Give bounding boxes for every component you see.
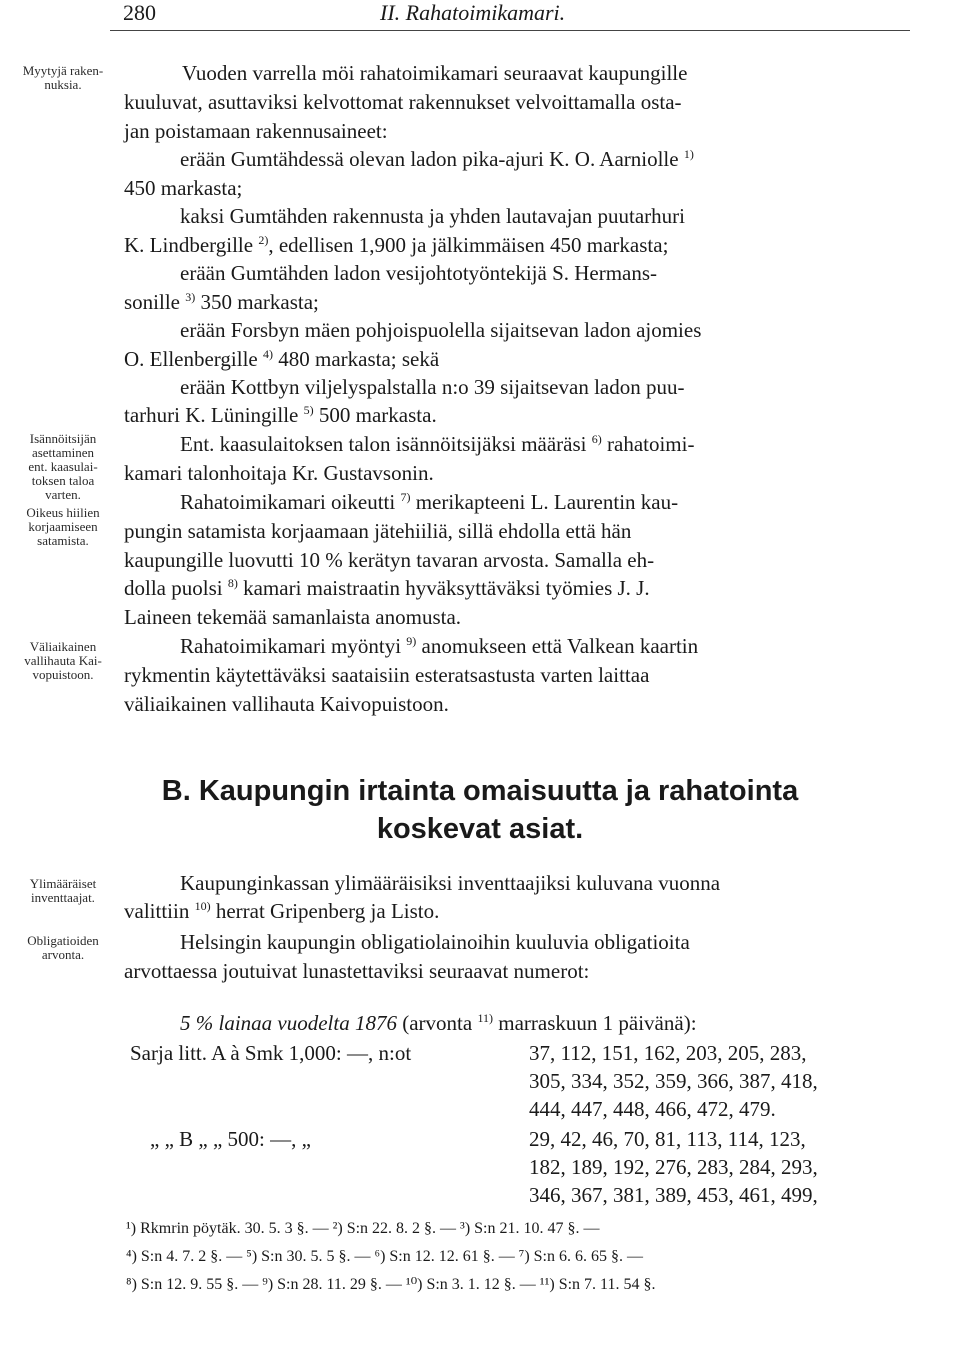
text-line: valittiin $^{10)}$ herrat Gripenberg ja Listo. — [124, 899, 440, 923]
margin-note-bonds: Obligatioiden arvonta. — [27, 933, 99, 962]
margin-note-moat: Väliaikainen vallihauta Kai- vopuistoon. — [24, 639, 102, 682]
margin-note-manager: Isännöitsijän asettaminen ent. kaasulai- toksen taloa varten. — [28, 431, 98, 502]
text-line: Vuoden varrella möi rahatoimikamari seuraavat kaupungille — [182, 61, 688, 85]
number-list: 444, 447, 448, 466, 472, 479. — [529, 1097, 776, 1121]
section-heading: B. Kaupungin irtainta omaisuutta ja rahatointa — [161, 775, 799, 807]
margin-note-coal: Oikeus hiilien korjaamiseen satamista. — [26, 505, 100, 548]
text-line: pungin satamista korjaamaan jätehiiliä, sillä ehdolla että hän — [124, 519, 632, 543]
text-line: sonille $^{3)}$ 350 markasta; — [124, 290, 319, 314]
text-line: Ent. kaasulaitoksen talon isännöitsijäksi määräsi $^{6)}$ rahatoimi- — [180, 432, 695, 456]
text-line: Rahatoimikamari oikeutti $^{7)}$ merikapteeni L. Laurentin kau- — [180, 490, 679, 514]
text-line: rykmentin käytettäväksi saataisiin esteratsastusta varten laittaa — [124, 663, 650, 687]
text-line: jan poistamaan rakennusaineet: — [124, 119, 388, 143]
number-list: 346, 367, 381, 389, 453, 461, 499, — [529, 1183, 818, 1207]
page-number: 280 — [123, 0, 156, 25]
series-a-label: Sarja litt. A à Smk 1,000: —, n:ot — [130, 1041, 412, 1065]
series-b-label: „ „ B „ „ 500: —, „ — [150, 1127, 311, 1151]
number-list: 305, 334, 352, 359, 366, 387, 418, — [529, 1069, 818, 1093]
text-line: väliaikainen vallihauta Kaivopuistoon. — [124, 692, 449, 716]
section-heading: koskevat asiat. — [376, 813, 584, 845]
text-line: arvottaessa joutuivat lunastettaviksi seuraavat numerot: — [124, 959, 590, 983]
footnote-line: ⁴) S:n 4. 7. 2 §. — ⁵) S:n 30. 5. 5 §. — ⁶) S:n 12. 12. 61 §. — ⁷) S:n 6. 6. 65 §. — — [126, 1248, 643, 1265]
loan-heading: 5 % lainaa vuodelta 1876 (arvonta $^{11)}$ marraskuun 1 päivänä): — [180, 1011, 697, 1035]
text-line: erään Kottbyn viljelyspalstalla n:o 39 sijaitsevan ladon puu- — [180, 375, 685, 399]
text-line: erään Forsbyn mäen pohjoispuolella sijaitsevan ladon ajomies — [180, 318, 702, 342]
number-list: 37, 112, 151, 162, 203, 205, 283, — [529, 1041, 807, 1065]
text-line: dolla puolsi $^{8)}$ kamari maistraatin hyväksyttäväksi työmies J. J. — [124, 576, 650, 600]
text-line: kamari talonhoitaja Kr. Gustavsonin. — [124, 461, 434, 485]
text-line: 450 markasta; — [124, 176, 243, 200]
text-line: Laineen tekemää samanlaista anomusta. — [124, 605, 462, 629]
text-line: O. Ellenbergille $^{4)}$ 480 markasta; sekä — [124, 347, 440, 371]
margin-note-sold-buildings: Myytyjä raken- nuksia. — [22, 63, 104, 92]
running-title: II. Rahatoimikamari. — [380, 0, 566, 25]
text-line: erään Gumtähden ladon vesijohtotyöntekijä S. Hermans- — [180, 261, 658, 285]
text-line: kaupungille luovutti 10 % kerätyn tavaran arvosta. Samalla eh- — [124, 548, 655, 572]
number-list: 182, 189, 192, 276, 283, 284, 293, — [529, 1155, 818, 1179]
text-line: Helsingin kaupungin obligatiolainoihin kuuluvia obligatioita — [180, 930, 690, 954]
footnote-line: ⁸) S:n 12. 9. 55 §. — ⁹) S:n 28. 11. 29 §. — ¹⁰) S:n 3. 1. 12 §. — ¹¹) S:n 7. 11. 54 §. — [126, 1276, 656, 1293]
text-line: kuuluvat, asuttaviksi kelvottomat rakennukset velvoittamalla osta- — [124, 90, 682, 114]
text-line: Kaupunginkassan ylimääräisiksi inventtaajiksi kuluvana vuonna — [180, 871, 721, 895]
number-list: 29, 42, 46, 70, 81, 113, 114, 123, — [529, 1127, 806, 1151]
text-line: erään Gumtähdessä olevan ladon pika-ajuri K. O. Aarniolle $^{1)}$ — [180, 147, 694, 171]
text-line: kaksi Gumtähden rakennusta ja yhden lautavajan puutarhuri — [180, 204, 686, 228]
header-rule — [110, 30, 910, 31]
text-line: Rahatoimikamari myöntyi $^{9)}$ anomukseen että Valkean kaartin — [180, 634, 699, 658]
text-line: tarhuri K. Lüningille $^{5)}$ 500 markasta. — [124, 403, 437, 427]
margin-note-inventory: Ylimääräiset inventtaajat. — [29, 876, 97, 905]
footnote-line: ¹) Rkmrin pöytäk. 30. 5. 3 §. — ²) S:n 22. 8. 2 §. — ³) S:n 21. 10. 47 §. — — [126, 1220, 600, 1237]
text-line: K. Lindbergille $^{2)}$, edellisen 1,900 ja jälkimmäisen 450 markasta; — [124, 233, 669, 257]
